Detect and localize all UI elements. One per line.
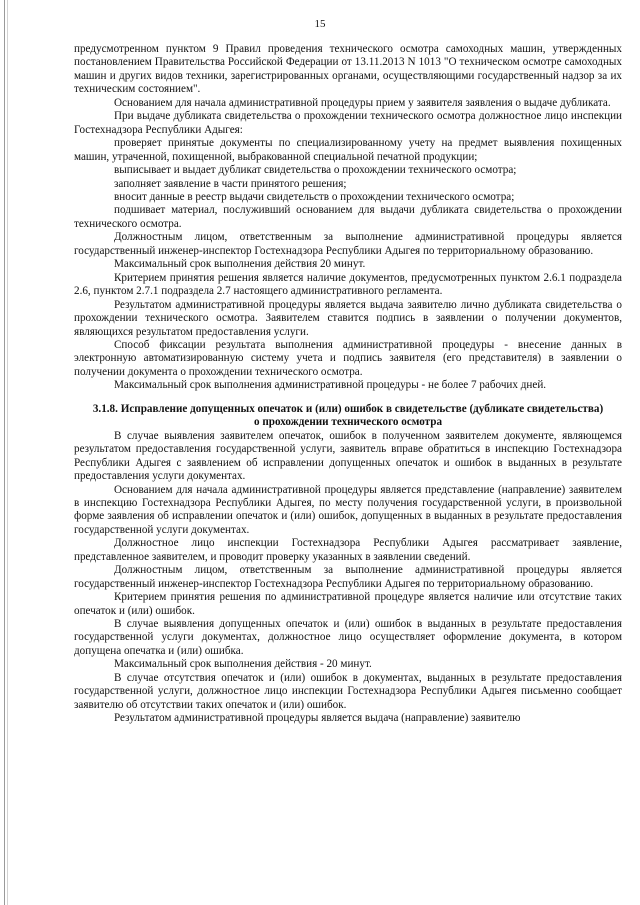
page-number: 15	[314, 18, 326, 30]
paragraph: Результатом административной процедуры является выдача (направление) заявителю	[114, 712, 521, 725]
paragraph: Максимальный срок выполнения действия - 20 минут.	[114, 658, 372, 671]
paragraph: предусмотренном пунктом 9 Правил проведения технического осмотра самоходных машин, утвержденных постановлением Правительства Российской Федерации от 13.11.2013 N 1013 "О техническом осмотре самоходных машин и других видов техники, зарегистрированных органами, осуществляющими государственный надзор за их техническим состоянием".	[74, 43, 622, 96]
paragraph: проверяет принятые документы по специализированному учету на предмет выявления похищенных машин, утраченной, похищенной, выбракованной специальной печатной продукции;	[74, 137, 622, 163]
paragraph: Основанием для начала административной процедуры прием у заявителя заявления о выдаче дубликата.	[114, 96, 611, 109]
paragraph: Максимальный срок выполнения административной процедуры - не более 7 рабочих дней.	[114, 379, 547, 392]
section-heading: 3.1.8. Исправление допущенных опечаток и (или) ошибок в свидетельстве (дубликате свидетельства) о прохождении технического осмотра	[92, 402, 604, 429]
paragraph: Должностным лицом, ответственным за выполнение административной процедуры является государственный инженер-инспектор Гостехнадзора Республики Адыгея по территориальному образованию.	[74, 231, 622, 257]
section-gap	[74, 393, 622, 403]
paragraph: При выдаче дубликата свидетельства о прохождении технического осмотра должностное лицо инспекции Гостехнадзора Республики Адыгея:	[74, 110, 622, 136]
document-body	[74, 43, 622, 726]
paragraph: Максимальный срок выполнения действия 20 минут.	[114, 258, 366, 271]
paragraph: Критерием принятия решения по административной процедуре является наличие или отсутствие таких опечаток и (или) ошибок.	[74, 591, 622, 617]
paragraph: В случае отсутствия опечаток и (или) ошибок в документах, выданных в результате предоставления государственной услуги, должностное лицо инспекции Гостехнадзора Республики Адыгея письменно сообщает заявителю об отсутствии таких опечаток и (или) ошибок.	[74, 671, 622, 711]
page-edge-line-secondary	[7, 0, 8, 905]
paragraph: В случае выявления заявителем опечаток, ошибок в полученном заявителем документе, являющемся результатом предоставления государственной услуги, заявитель вправе обратиться в инспекцию Гостехнадзора Республики Адыгея с заявлением об исправлении допущенных опечаток и ошибок в выданных в результате предоставления услуги документах.	[74, 429, 622, 483]
section-block-2	[74, 430, 622, 726]
paragraph: вносит данные в реестр выдачи свидетельств о прохождении технического осмотра;	[114, 190, 515, 203]
paragraph: подшивает материал, послуживший основанием для выдачи дубликата свидетельства о прохождении технического осмотра.	[74, 204, 622, 230]
paragraph: выписывает и выдает дубликат свидетельства о прохождении технического осмотра;	[114, 164, 517, 177]
paragraph: Должностное лицо инспекции Гостехнадзора Республики Адыгея рассматривает заявление, представленное заявителем, и проводит проверку указанных в заявлении сведений.	[74, 537, 622, 563]
paragraph: Результатом административной процедуры является выдача заявителю лично дубликата свидетельства о прохождении технического осмотра. Заявителем ставится подпись в заявлении о получении документов, являющихся результатом предоставления услуги.	[74, 298, 622, 338]
page-edge-line	[4, 0, 5, 905]
paragraph: Основанием для начала административной процедуры является представление (направление) заявителем в инспекцию Гостехнадзора Республики Адыгея, по месту получения государственной услуги, в произвольной форме заявления об исправлении опечаток и (или) ошибок, допущенных в выданных в результате предоставления государственной услуги документах.	[74, 483, 622, 536]
section-block-1	[74, 43, 622, 393]
paragraph: В случае выявления допущенных опечаток и (или) ошибок в выданных в результате предоставления государственной услуги документах, должностное лицо осуществляет оформление документа, в котором допущена опечатка и (или) ошибка.	[74, 618, 622, 657]
paragraph: заполняет заявление в части принятого решения;	[114, 177, 347, 190]
paragraph: Должностным лицом, ответственным за выполнение административной процедуры является государственный инженер-инспектор Гостехнадзора Республики Адыгея по территориальному образованию.	[74, 564, 622, 590]
paragraph: Критерием принятия решения является наличие документов, предусмотренных пунктом 2.6.1 подраздела 2.6, пунктом 2.7.1 подраздела 2.7 настоящего административного регламента.	[74, 271, 622, 298]
paragraph: Способ фиксации результата выполнения административной процедуры - внесение данных в электронную автоматизированную систему учета и подпись заявителя (его представителя) в заявлении о получении документа о прохождении технического осмотра.	[74, 338, 622, 378]
